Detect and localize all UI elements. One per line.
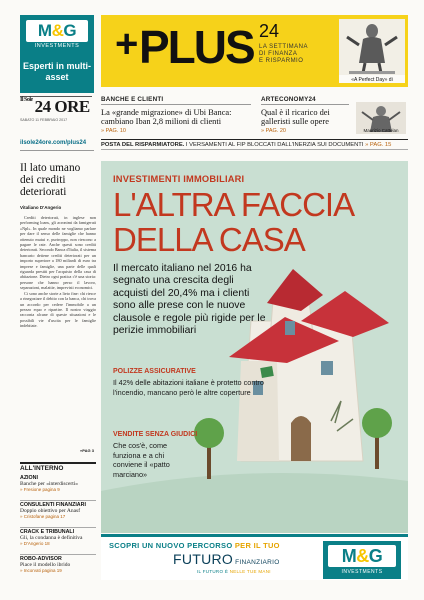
plus-symbol: + (115, 22, 139, 66)
interno-text: Banche per «interdiscerti» (20, 481, 79, 487)
site-url-link[interactable]: ilsole24ore.com/plus24 (20, 140, 87, 146)
posta-bar-text: I VERSAMENTI AL FIP BLOCCATI DALL'INERZIA SUI DOCUMENTI (184, 142, 364, 148)
ad-tagline-part: NELLE TUE MANI (229, 569, 271, 574)
left-article-body (20, 215, 96, 453)
teaser-title: La «grande migrazione» di Ubi Banca: cambiano Iban 2,8 milioni di clienti (101, 108, 232, 127)
artwork-figure (339, 19, 405, 83)
interno-heading: ALL'INTERNO (20, 462, 96, 472)
plus-number: 24 (259, 21, 280, 41)
sculpture-figure-icon (339, 19, 405, 75)
masthead-prefix: Il Sole (20, 97, 33, 103)
mg-tagline: Esperti in multi-asset (22, 61, 91, 82)
left-article-title[interactable]: Il lato umano dei crediti deteriorati (20, 162, 81, 198)
interno-page: » Incorvati pagina 19 (20, 568, 62, 574)
ad-logo-letter-m: M (341, 546, 357, 566)
divider (20, 150, 94, 151)
ad-headline-part: PER IL TUO (234, 541, 280, 550)
left-article-paragraph: Crediti deteriorati, in inglese non performing loans, gli acronimi da famigerati «Npl». In quale mondo ne vogliamo parlare per dare il senso delle famiglie che hanno ottenuto mutui e, purtroppo, non riescono a pagare le rate. Anche questi sono crediti deteriorati. Secondo Banca d'Italia, il sistema bancario detiene crediti deteriorati per un importo superiore a 180 miliardi di euro tra imprese e famiglie, una parte delle quali riguarda prestiti per l'acquisto della casa di abitazione. Dietro ogni pratica c'è una storia: persone che hanno perso il lavoro, separazioni, malattie, imprevisti economici. (20, 215, 96, 291)
sub-story-kicker: VENDITE SENZA GIUDICI (113, 431, 198, 438)
teaser-page-ref: » PAG. 20 (261, 127, 286, 134)
teaser-title: Qual è il ricarico dei galleristi sulle opere (261, 108, 330, 127)
interno-text: Piace il modello ibrido (20, 562, 71, 568)
teaser-kicker: ARTECONOMY24 (261, 96, 349, 105)
ad-tagline-part: IL FUTURO È (197, 569, 230, 574)
teaser-page-ref: » PAG. 10 (101, 127, 126, 134)
sculpture-photo-icon (356, 96, 406, 140)
interno-kicker: CONSULENTI FINANZIARI (20, 502, 86, 508)
ad-headline (109, 541, 280, 550)
interno-list (20, 474, 96, 582)
main-story[interactable] (101, 161, 408, 533)
sub-story-text: Che cos'è, come funziona e a chi conviene il «patto marciano» (113, 441, 170, 479)
plus-subtitle-line: E RISPARMIO (259, 58, 304, 64)
ad-logo-subtitle: INVESTMENTS (341, 569, 383, 575)
plus-subtitle-line: LA SETTIMANA (259, 44, 309, 50)
masthead[interactable] (20, 97, 90, 117)
masthead-name: 24 ORE (34, 97, 90, 116)
mg-logo-letter-g: G (63, 21, 77, 40)
mg-logo-letter-m: M (37, 21, 52, 40)
mg-futuro-ad[interactable] (101, 534, 408, 580)
interno-kicker: AZIONI (20, 475, 38, 481)
plus24-banner (101, 15, 408, 87)
main-title-line: L'ALTRA FACCIA (113, 186, 355, 223)
posta-bar-label: POSTA DEL RISPARMIATORE. (101, 142, 185, 148)
interno-item[interactable] (20, 555, 96, 582)
interno-page: » Fresione pagina 9 (20, 487, 60, 493)
ad-futuro-text (173, 551, 280, 567)
masthead-date: SABATO 11 FEBBRAIO 2017 (20, 118, 68, 122)
interno-item[interactable] (20, 501, 96, 528)
interno-page: » D'Angerio 18 (20, 541, 50, 547)
left-article-byline: Vitaliano D'Angerio (20, 205, 62, 210)
posta-risparmiatore-bar[interactable] (101, 139, 408, 150)
ad-futuro-word: FUTURO (173, 551, 234, 567)
left-article-continue: »PAG 3 (80, 448, 94, 453)
interno-page: » Cristofane pagina 17 (20, 514, 66, 520)
main-title-line: DELLA CASA (113, 221, 305, 258)
teaser-arteconomy[interactable] (261, 96, 349, 134)
mg-investments-ad-box[interactable] (20, 15, 94, 93)
artwork-caption: «A Perfect Day» di (351, 77, 393, 83)
ad-logo-letter-g: G (368, 546, 383, 566)
ad-logo-ampersand: & (356, 546, 369, 566)
interno-kicker: ROBO-ADVISOR (20, 556, 62, 562)
teaser-banche[interactable] (101, 96, 251, 134)
posta-bar-page: » PAG. 15 (363, 142, 392, 148)
mg-logo-subtitle: INVESTMENTS (34, 43, 80, 49)
interno-kicker: CRACK E TRIBUNALI (20, 529, 75, 535)
main-story-title (113, 187, 354, 257)
plus-word: PLUS (139, 21, 254, 73)
plus-subtitle (259, 44, 308, 65)
sub-story-text: Il 42% delle abitazioni italiane è protetto contro l'incendio, mancano però le altre coperture (113, 378, 264, 397)
plus-subtitle-line: DI FINANZA (259, 51, 298, 57)
ad-mg-logo (323, 541, 401, 579)
ad-tagline (197, 569, 271, 574)
interno-text: Gli, la condanna è definitiva (20, 535, 83, 541)
teaser-kicker: BANCHE E CLIENTI (101, 96, 251, 105)
mg-logo-ampersand: & (51, 21, 64, 40)
mg-logo (26, 20, 88, 42)
artwork-author-caption: Maurizio Cattelan (363, 128, 399, 133)
ad-headline-part: SCOPRI UN NUOVO PERCORSO (109, 541, 235, 550)
interno-item[interactable] (20, 474, 96, 501)
interno-item[interactable] (20, 528, 96, 555)
interno-text: Doppio obiettivo per Anasf (20, 508, 81, 514)
main-story-lead: Il mercato italiano nel 2016 ha segnato una crescita degli acquisti del 20,4% ma i clienti sono alle prese con le nuove clausole e regole più rigide per le perizie immobiliari (113, 263, 266, 337)
left-article-paragraph: Ci sono anche storie a lieto fine: chi riesce a rinegoziare il debito con la banca, chi trova un accordo per cedere l'immobile a un prezzo equo e ripartire. Il nostro viaggio racconta alcune di queste situazioni e le possibili vie d'uscita per le famiglie indebitate. (20, 290, 96, 329)
main-story-kicker: INVESTIMENTI IMMOBILIARI (113, 174, 245, 184)
ad-finanziario-word: FINANZIARIO (235, 559, 280, 566)
sub-story-kicker: POLIZZE ASSICURATIVE (113, 368, 196, 375)
